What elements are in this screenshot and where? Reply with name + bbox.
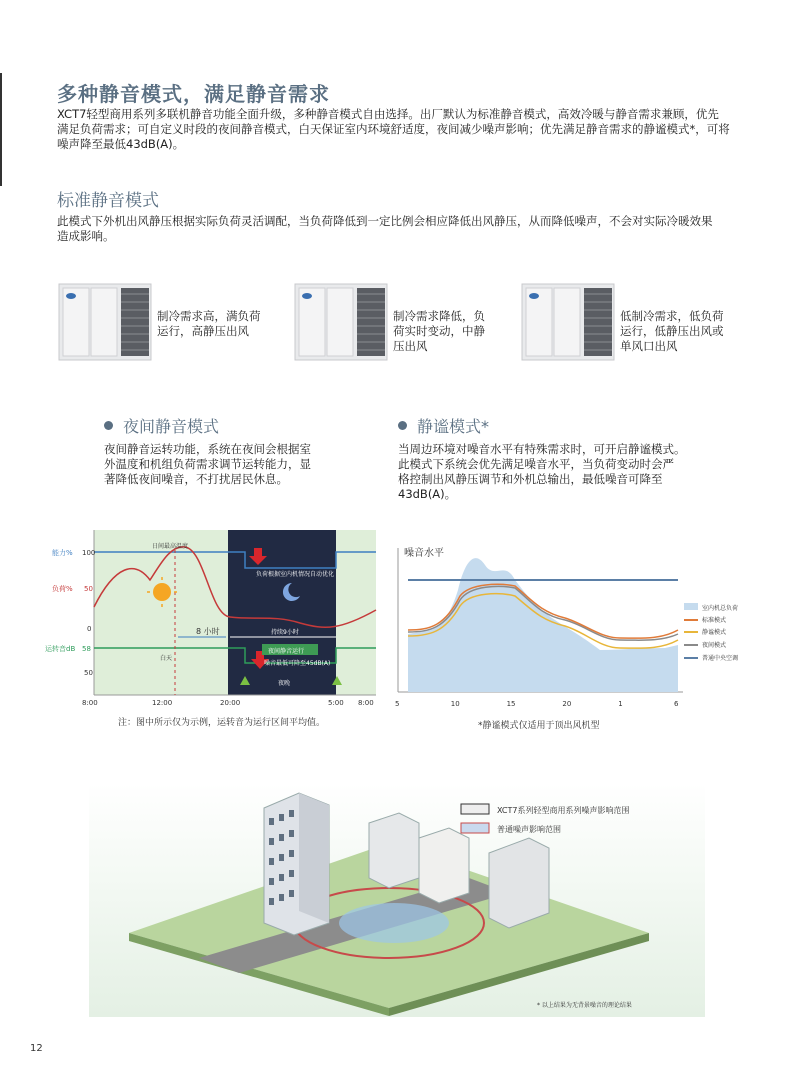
x-tick: 8:00 xyxy=(82,699,98,707)
y-value: 58 xyxy=(82,645,91,653)
span8-label: 8 小时 xyxy=(196,627,220,636)
night-desc-line: 夜间静音运转功能，系统在夜间会根据室 xyxy=(104,442,311,456)
x-tick-label: 15 xyxy=(506,700,516,708)
standard-desc-line: 造成影响。 xyxy=(57,229,115,243)
legend-swatch xyxy=(684,603,698,610)
quiet-heading xyxy=(398,414,489,437)
legend-label: 标准模式 xyxy=(702,617,727,624)
caption-line: 压出风 xyxy=(393,339,428,353)
outdoor-unit-2 xyxy=(293,280,393,369)
outdoor-unit-image xyxy=(57,280,157,365)
night-heading xyxy=(104,414,219,437)
night-mode-chart xyxy=(40,525,380,710)
day-bg xyxy=(94,530,228,695)
x-ticks xyxy=(395,700,679,708)
legend-xct7-swatch xyxy=(461,804,489,814)
x-tick-label: 20 xyxy=(562,700,572,708)
standard-heading: 标准静音模式 xyxy=(57,191,159,211)
page-number: 12 xyxy=(30,1043,43,1054)
x-tick-label: 1 xyxy=(618,700,623,708)
load-area xyxy=(408,558,678,692)
night-min-label: 噪音最低可降至45dB(A) xyxy=(264,660,331,667)
caption-line: 制冷需求高，满负荷 xyxy=(157,309,261,323)
right-chart-note: *静谧模式仅适用于顶出风机型 xyxy=(478,721,600,731)
bullet-dot-icon xyxy=(104,421,113,430)
outdoor-unit-1 xyxy=(57,280,157,369)
page-title: 多种静音模式，满足静音需求 xyxy=(57,82,330,106)
y-label-noise: 运转音dB xyxy=(45,645,76,653)
span9-label: 持续9小时 xyxy=(271,629,299,636)
noise-level-chart xyxy=(390,540,760,715)
x-tick: 5:00 xyxy=(328,699,344,707)
legend xyxy=(684,603,738,662)
legend-normal-label: 普通噪声影响范围 xyxy=(497,825,561,834)
night-box-label: 夜间静音运行 xyxy=(268,648,305,655)
y-label-load: 负荷% xyxy=(52,585,73,593)
x-tick: 8:00 xyxy=(358,699,374,707)
sun-icon xyxy=(153,583,171,601)
night-desc-line: 著降低夜间噪音，不打扰居民休息。 xyxy=(104,472,288,486)
building xyxy=(489,838,549,928)
night-bg xyxy=(228,530,336,695)
xct7-range-ellipse xyxy=(339,903,449,943)
intro-line: XCT7轻型商用系列多联机静音功能全面升级，多种静音模式自由选择。出厂默认为标准静音模式，高效冷暖与静音需求兼顾，优先 xyxy=(57,107,719,121)
peak-label: 日间最高温度 xyxy=(152,543,189,550)
building xyxy=(369,813,419,888)
x-tick-label: 6 xyxy=(674,700,679,708)
legend-label: 普通中央空调 xyxy=(702,655,739,662)
night-heading-text: 夜间静音模式 xyxy=(123,417,220,436)
night-desc xyxy=(104,442,364,487)
standard-desc-line: 此模式下外机出风静压根据实际负荷灵活调配，当负荷降低到一定比例会相应降低出风静压，从而降低噪声，不会对实际冷暖效果 xyxy=(57,214,713,228)
edge-line xyxy=(0,73,2,186)
outdoor-unit-3 xyxy=(520,280,620,369)
x-tick: 12:00 xyxy=(152,699,173,707)
caption-line: 低制冷需求，低负荷 xyxy=(620,309,724,323)
building xyxy=(419,828,469,903)
legend-label: 静谧模式 xyxy=(702,629,727,636)
legend-normal-swatch xyxy=(461,823,489,833)
quiet-desc xyxy=(398,442,718,502)
unit-2-caption xyxy=(393,309,485,354)
quiet-desc-line: 当周边环境对噪音水平有特殊需求时，可开启静谧模式。 xyxy=(398,442,686,456)
night-label: 负荷根据室内机情况自动优化 xyxy=(256,571,335,578)
quiet-desc-line: 43dB(A)。 xyxy=(398,487,457,501)
legend-label: 室内机总负荷 xyxy=(702,605,739,612)
caption-line: 制冷需求降低，负 xyxy=(393,309,485,323)
bullet-dot-icon xyxy=(398,421,407,430)
intro-paragraph xyxy=(57,107,747,152)
y-value: 50 xyxy=(84,585,93,593)
outdoor-unit-image xyxy=(520,280,620,365)
intro-line: 满足负荷需求；可自定义时段的夜间静音模式，白天保证室内环境舒适度，夜间减少噪声影响；优先满足静音需求的静谧模式*，可将 xyxy=(57,122,730,136)
y-value: 100 xyxy=(82,549,96,557)
standard-desc xyxy=(57,214,747,244)
x-tick: 20:00 xyxy=(220,699,241,707)
caption-line: 荷实时变动，中静 xyxy=(393,324,485,338)
quiet-desc-line: 此模式下系统会优先满足噪音水平，当负荷变动时会严 xyxy=(398,457,674,471)
y-label-capacity: 能力% xyxy=(52,549,73,557)
x-tick-label: 5 xyxy=(395,700,400,708)
legend-label: 夜间模式 xyxy=(702,642,727,649)
left-chart-note: 注：图中所示仅为示例，运转音为运行区间平均值。 xyxy=(118,718,326,728)
caption-line: 运行，低静压出风或 xyxy=(620,324,724,338)
night-label2: 夜晚 xyxy=(278,680,291,687)
intro-line: 噪声降至最低43dB(A)。 xyxy=(57,137,185,151)
city-note: * 以上结果为无背景噪音的理论结果 xyxy=(537,1002,632,1009)
legend-xct7-label: XCT7系列轻型商用系列噪声影响范围 xyxy=(497,806,630,815)
unit-1-caption xyxy=(157,309,261,339)
caption-line: 单风口出风 xyxy=(620,339,678,353)
city-illustration xyxy=(89,783,705,1017)
quiet-desc-line: 格控制出风静压调节和外机总输出，最低噪音可降至 xyxy=(398,472,663,486)
night-desc-line: 外温度和机组负荷需求调节运转能力，显 xyxy=(104,457,311,471)
day-label: 白天 xyxy=(160,655,173,662)
caption-line: 运行，高静压出风 xyxy=(157,324,249,338)
x-tick-label: 10 xyxy=(450,700,460,708)
y-axis-label: 噪音水平 xyxy=(404,548,444,559)
unit-3-caption xyxy=(620,309,724,354)
y-value: 0 xyxy=(87,625,92,633)
quiet-heading-text: 静谧模式* xyxy=(417,417,490,436)
y-value: 50 xyxy=(84,669,93,677)
outdoor-unit-image xyxy=(293,280,393,365)
